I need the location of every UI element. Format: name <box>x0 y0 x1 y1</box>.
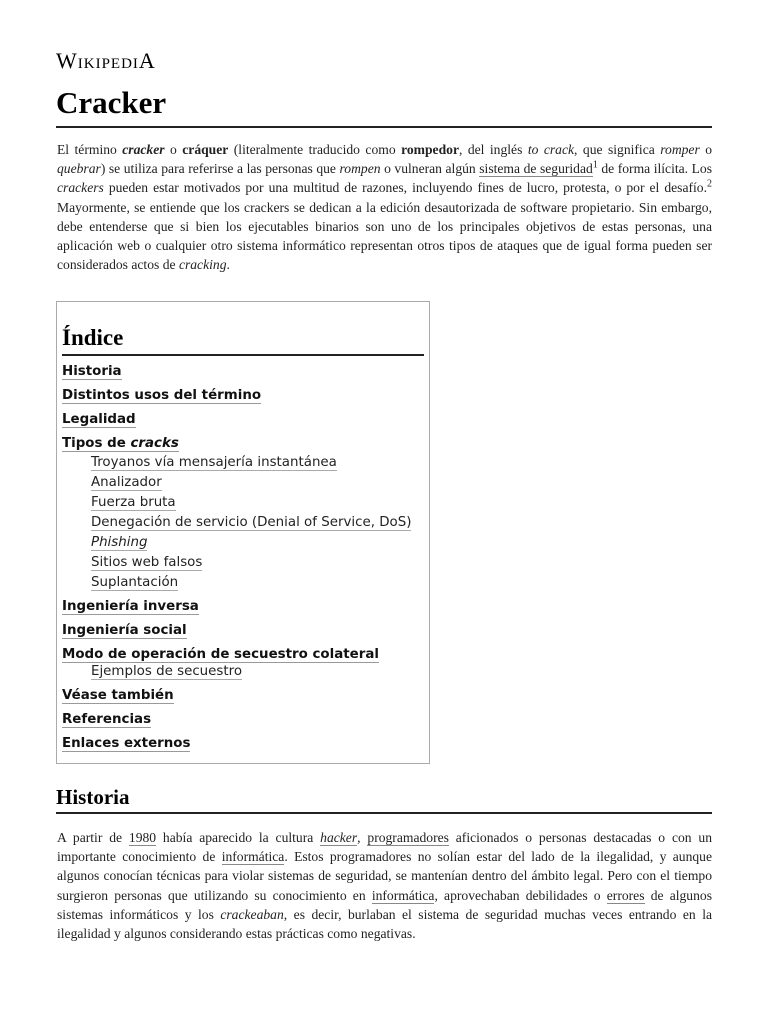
ref-1[interactable]: 1 <box>592 159 598 171</box>
historia-paragraph: A partir de 1980 había aparecido la cultura hacker, programadores aficionados o personas destacadas o con un importante conocimiento de informática. Estos programadores no solían estar del lado de la ilegalidad, y aunque algunos conocían técnicas para violar sistemas de seguridad, se mantenían dentro del ámbito legal. Pero con el tiempo surgieron personas que utilizando su conocimiento en informática, aprovechaban debilidades o errores de algunos sistemas informáticos y los crackeaban, es decir, burlaban el sistema de seguridad muchas veces entrando en la ilegalidad y algunos considerando estas prácticas como negativas. <box>57 830 713 942</box>
link-1980[interactable]: 1980 <box>128 830 157 845</box>
toc-subitem-ejemplos[interactable]: Ejemplos de secuestro <box>91 664 243 679</box>
logo-letters: ikipedi <box>77 48 139 73</box>
toc-subitem-phishing[interactable]: Phishing <box>91 535 148 550</box>
toc-subitem-denegacion[interactable]: Denegación de servicio (Denial of Service, DoS) <box>91 515 412 530</box>
toc-title: Índice <box>62 324 424 356</box>
toc-item-modo-operacion[interactable]: Modo de operación de secuestro colateral <box>62 647 379 662</box>
toc-subitem-troyanos[interactable]: Troyanos vía mensajería instantánea <box>91 455 337 470</box>
link-sistema-de-seguridad[interactable]: sistema de seguridad <box>479 161 593 177</box>
ref-2[interactable]: 2 <box>707 178 712 190</box>
wikipedia-logo[interactable] <box>56 48 156 74</box>
toc-item-ingenieria-social[interactable]: Ingeniería social <box>62 623 187 638</box>
logo-letter-w: W <box>56 48 78 73</box>
link-programadores[interactable]: programadores <box>367 830 449 845</box>
toc-item-referencias[interactable]: Referencias <box>62 712 152 727</box>
section-heading-historia: Historia <box>56 784 712 814</box>
toc-item-tipos[interactable]: Tipos de cracks <box>62 436 179 451</box>
toc-item-historia[interactable]: Historia <box>62 364 122 379</box>
toc-item-vease[interactable]: Véase también <box>62 688 174 703</box>
intro-paragraph: El término cracker o cráquer (literalmente traducido como rompedor, del inglés to crack, que significa romper o quebrar) se utiliza para referirse a las personas que rompen o vulneran algún sistema de seguridad$^1$ de forma ilícita. Los crackers pueden estar motivados por una multitud de razones, incluyendo fines de lucro, protesta, o por el desafío.$^2$ Mayormente, se entiende que los crackers se dedican a la edición desautorizada de software propietario. Sin embargo, debe entenderse que si bien los ejecutables binarios son uno de los principales objetivos de estas personas, una aplicación web o cualquier otro sistema informático representan otros tipos de ataques que de igual forma pueden ser considerados actos de cracking. <box>57 142 713 273</box>
link-informatica[interactable]: informática <box>221 849 285 865</box>
page-title: Cracker <box>56 84 712 128</box>
toc-item-enlaces[interactable]: Enlaces externos <box>62 736 191 751</box>
toc-list <box>62 362 426 758</box>
link-errores[interactable]: errores <box>606 887 645 903</box>
toc-item-ingenieria-inversa[interactable]: Ingeniería inversa <box>62 599 199 614</box>
logo-letter-a: A <box>138 48 156 73</box>
toc-subitem-fuerza-bruta[interactable]: Fuerza bruta <box>91 495 176 510</box>
toc-subitem-sitios[interactable]: Sitios web falsos <box>91 555 203 570</box>
toc-item-legalidad[interactable]: Legalidad <box>62 412 136 427</box>
toc-subitem-analizador[interactable]: Analizador <box>91 475 162 490</box>
toc-subitem-suplantacion[interactable]: Suplantación <box>91 575 179 590</box>
link-hacker[interactable]: hacker <box>320 830 358 845</box>
table-of-contents <box>56 301 430 764</box>
link-informatica-2[interactable]: informática <box>371 887 435 903</box>
toc-item-usos[interactable]: Distintos usos del término <box>62 388 262 403</box>
